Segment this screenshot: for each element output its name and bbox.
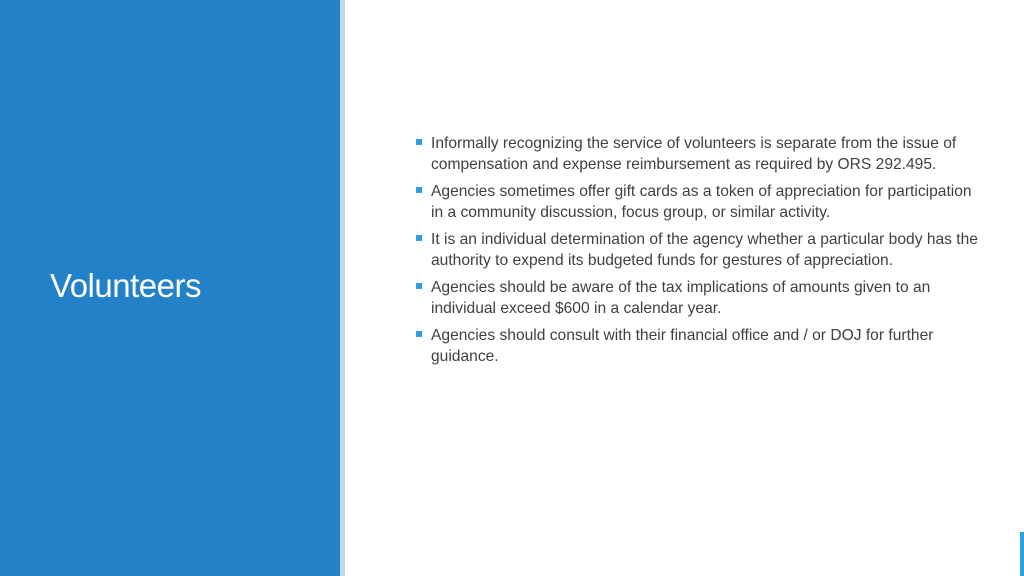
list-item [416, 277, 986, 319]
bullet-list [416, 133, 986, 373]
square-bullet-icon [416, 235, 422, 241]
bullet-text: Informally recognizing the service of volunteers is separate from the issue of compensation and expense reimbursement as required by ORS 292.495. [431, 135, 957, 173]
square-bullet-icon [416, 187, 422, 193]
bullet-text: Agencies sometimes offer gift cards as a token of appreciation for participation in a community discussion, focus group, or similar activity. [431, 183, 972, 221]
panel-divider [340, 0, 345, 576]
corner-accent [1020, 532, 1024, 576]
title-panel [0, 0, 340, 576]
square-bullet-icon [416, 139, 422, 145]
square-bullet-icon [416, 331, 422, 337]
bullet-text: Agencies should consult with their financial office and / or DOJ for further guidance. [431, 327, 934, 365]
list-item [416, 325, 986, 367]
list-item [416, 229, 986, 271]
slide-title: Volunteers [50, 267, 201, 304]
bullet-text: Agencies should be aware of the tax implications of amounts given to an individual exceed $600 in a calendar year. [431, 279, 931, 317]
list-item [416, 133, 986, 175]
list-item [416, 181, 986, 223]
square-bullet-icon [416, 283, 422, 289]
bullet-text: It is an individual determination of the agency whether a particular body has the authority to expend its budgeted funds for gestures of appreciation. [431, 231, 978, 269]
